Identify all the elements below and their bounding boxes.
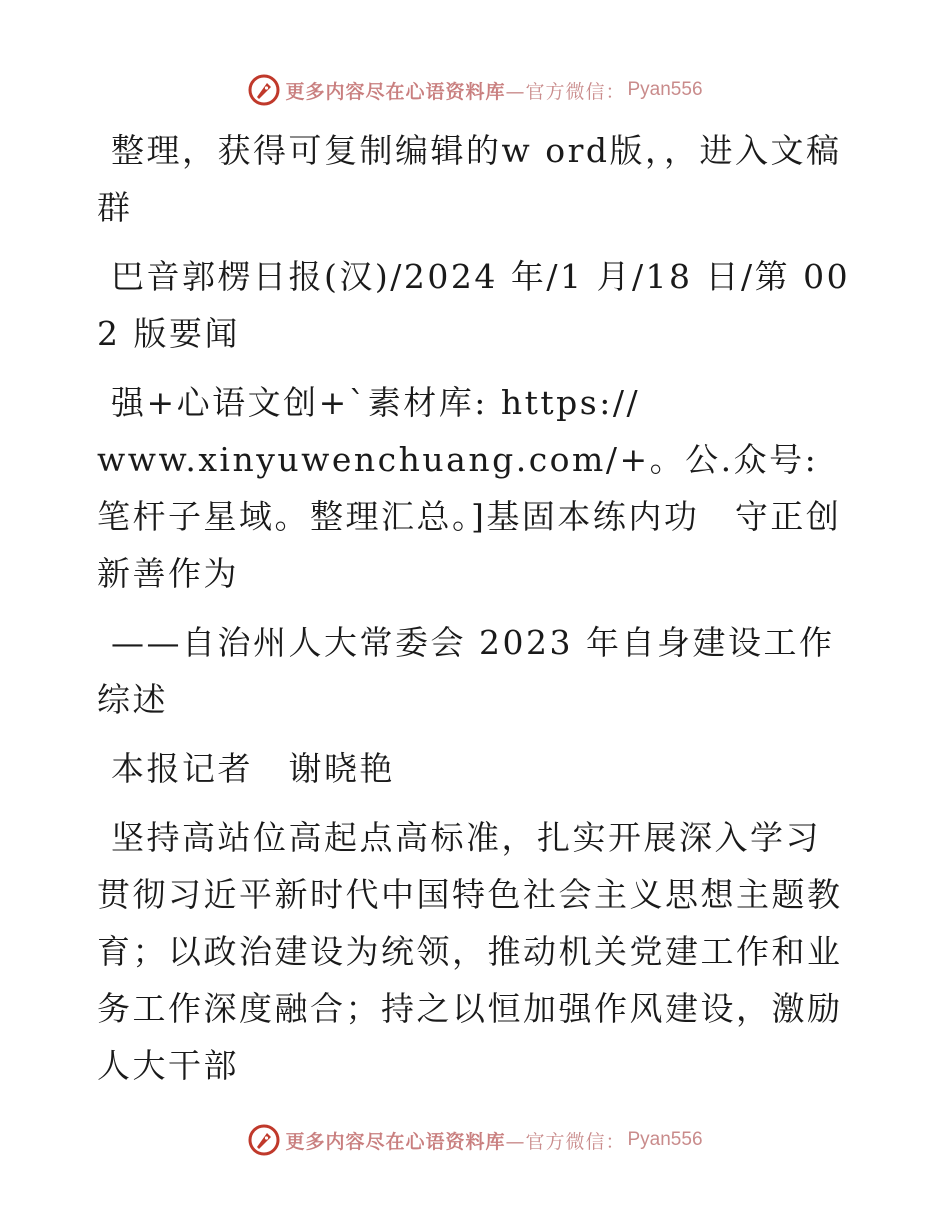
watermark-separator: —官方微信： (505, 1130, 626, 1153)
pen-nib-logo-icon (247, 73, 281, 107)
paragraph-subtitle: ——自治州人大常委会 2023 年自身建设工作综述 (97, 623, 835, 719)
watermark-wechat-id: Pyan556 (627, 1129, 703, 1150)
watermark-separator: —官方微信： (505, 80, 626, 103)
watermark-brand: 更多内容尽在心语资料库 (285, 80, 506, 103)
paragraph-source-line: 巴音郭楞日报(汉)/2024 年/1 月/18 日/第 002 版要闻 (97, 257, 851, 353)
footer-watermark (0, 1120, 950, 1160)
pen-nib-logo-icon (247, 1123, 281, 1157)
watermark-brand: 更多内容尽在心语资料库 (285, 1130, 506, 1153)
watermark-wechat-id: Pyan556 (627, 79, 703, 100)
paragraph-title-line: www.xinyuwenchuang.com/+。公.众号: 笔杆子星域。整理汇总。]基固本练内功 守正创新善作为 (97, 440, 842, 593)
header-watermark (0, 70, 950, 110)
paragraph-library-url: 强+心语文创+`素材库: https:// (111, 383, 641, 422)
paragraph-byline: 本报记者 谢晓艳 (111, 749, 395, 788)
document-body (97, 122, 852, 1094)
paragraph-body-text: 坚持高站位高起点高标准，扎实开展深入学习贯彻习近平新时代中国特色社会主义思想主题教育；以政治建设为统领，推动机关党建工作和业务工作深度融合；持之以恒加强作风建设，激励人大干部 (97, 818, 843, 1085)
paragraph-intro-note: 整理，获得可复制编辑的w ord版，，进入文稿群 (97, 131, 842, 227)
